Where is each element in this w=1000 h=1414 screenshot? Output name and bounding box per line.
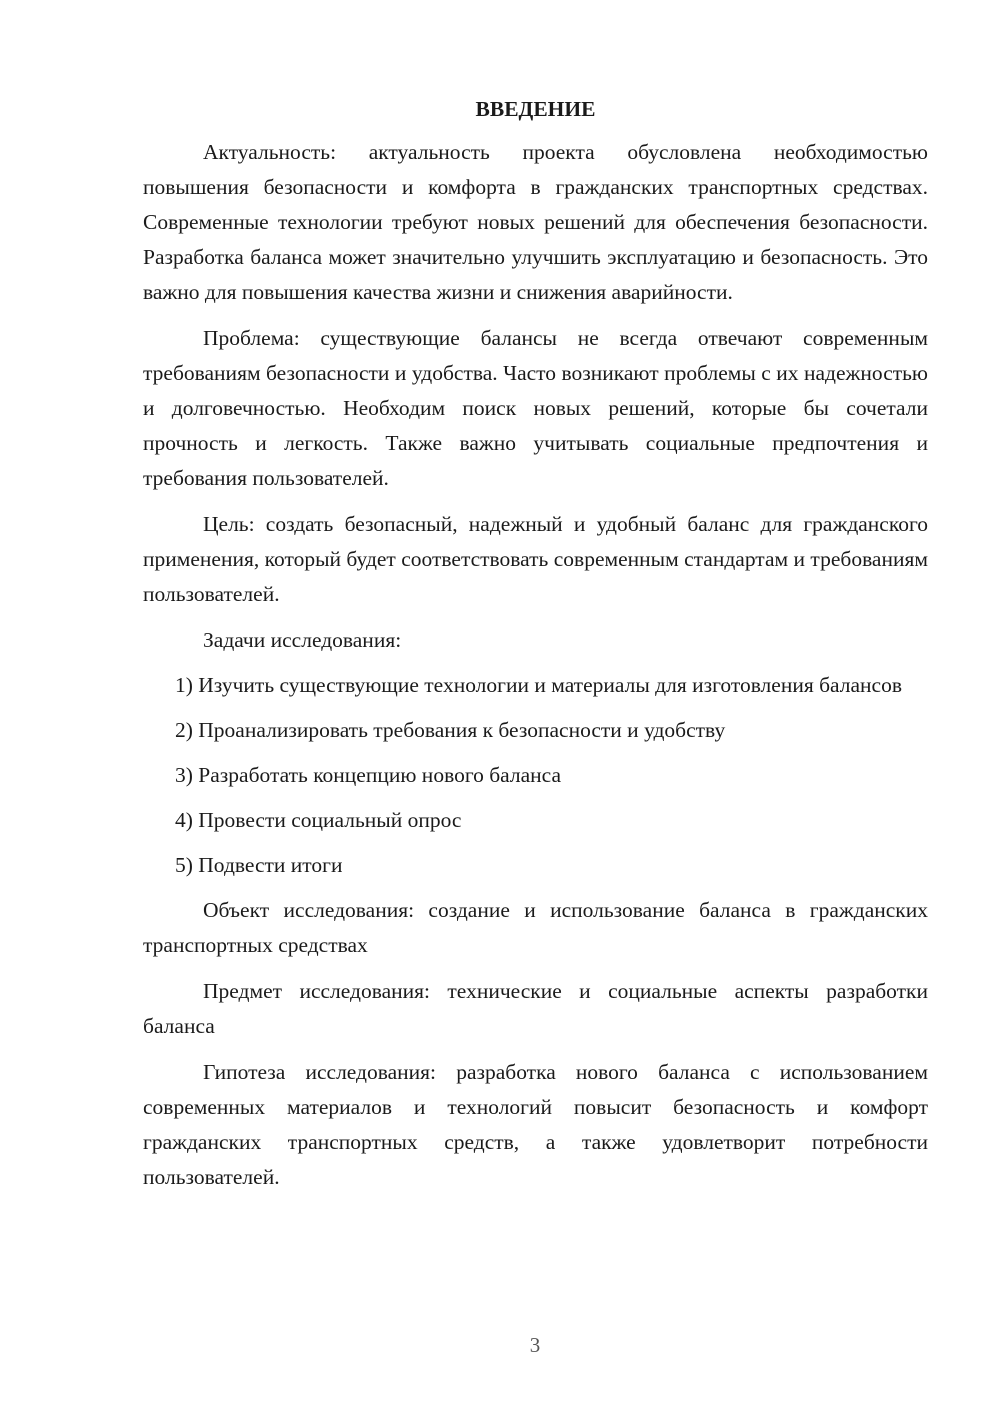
paragraph-hypothesis: Гипотеза исследования: разработка нового баланса с использованием современных материалов и технологий повысит безопасность и комфорт гражданских транспортных средств, а также удовлетворит потребности пользователей.	[143, 1060, 928, 1189]
page-title: ВВЕДЕНИЕ	[475, 97, 596, 121]
task-item: 5) Подвести итоги	[175, 853, 343, 877]
paragraph-subject: Предмет исследования: технические и социальные аспекты разработки баланса	[143, 979, 928, 1038]
page-number: 3	[529, 1333, 541, 1357]
tasks-label: Задачи исследования:	[203, 628, 402, 652]
paragraph-relevance: Актуальность: актуальность проекта обусловлена необходимостью повышения безопасности и комфорта в гражданских транспортных средствах. Современные технологии требуют новых решений для обеспечения безопасности. Разработка баланса может значительно улучшить эксплуатацию и безопасность. Это важно для повышения качества жизни и снижения аварийности.	[143, 140, 928, 304]
task-item: 1) Изучить существующие технологии и материалы для изготовления балансов	[175, 673, 903, 697]
document-page	[143, 92, 928, 1206]
paragraph-object: Объект исследования: создание и использование баланса в гражданских транспортных средствах	[143, 898, 928, 957]
paragraph-goal: Цель: создать безопасный, надежный и удобный баланс для гражданского применения, который будет соответствовать современным стандартам и требованиям пользователей.	[143, 512, 928, 606]
task-item: 2) Проанализировать требования к безопасности и удобству	[175, 718, 726, 742]
paragraph-problem: Проблема: существующие балансы не всегда отвечают современным требованиям безопасности и удобства. Часто возникают проблемы с их надежностью и долговечностью. Необходим поиск новых решений, которые бы сочетали прочность и легкость. Также важно учитывать социальные предпочтения и требования пользователей.	[143, 326, 928, 490]
task-item: 4) Провести социальный опрос	[175, 808, 462, 832]
task-item: 3) Разработать концепцию нового баланса	[175, 763, 562, 787]
